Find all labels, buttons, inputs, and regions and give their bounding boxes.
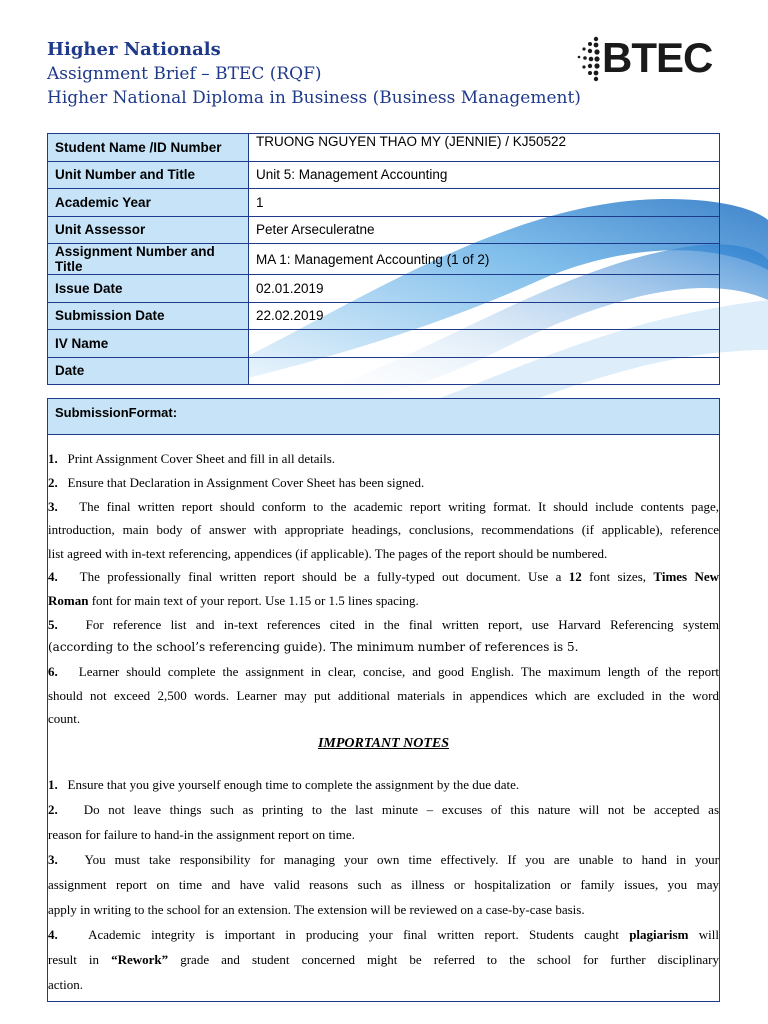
row-value: Peter Arseculeratne [249,216,720,244]
item-text: font for main text of your report. Use 1.15 or 1.5 lines spacing. [91,593,419,608]
submission-format-box [47,398,720,1002]
item-text: Learner should complete the assignment in clear, concise, and good English. The maximum length of the report [78,664,720,679]
important-notes-title: IMPORTANT NOTES [317,736,450,751]
btec-logo [576,36,726,84]
row-value: 22.02.2019 [249,302,720,330]
table-row [48,275,720,303]
item-text: Academic integrity is important in producing your final written report. Students caught [88,927,619,942]
item-text: The professionally final written report should be a fully-typed out document. Use a [79,569,562,584]
list-item [48,852,719,868]
btec-dots-icon [576,36,604,82]
item-text: Print Assignment Cover Sheet and fill in all details. [67,451,336,466]
item-number: 4. [48,927,58,942]
row-label: Assignment Number and Title [48,244,249,275]
list-item [48,802,719,818]
item-text: Ensure that Declaration in Assignment Cover Sheet has been signed. [67,475,425,490]
item-text: will [698,927,719,942]
table-row [48,357,720,385]
row-value [249,330,720,358]
row-label: Submission Date [48,302,249,330]
item-text-bold: Roman [48,593,89,608]
item-text: Do not leave things such as printing to the last minute – excuses of this nature will not be accepted as [83,802,719,817]
item-number: 4. [48,569,58,584]
row-label: Issue Date [48,275,249,303]
item-text: result in [48,952,100,967]
item-number: 2. [48,802,58,817]
list-item-continued [48,952,719,968]
item-number: 6. [48,664,58,679]
list-item [48,499,719,515]
row-label: IV Name [48,330,249,358]
list-item [48,664,719,680]
row-label: Academic Year [48,189,249,217]
btec-logo-text: BTEC [602,34,713,81]
item-text-bold: Times New [653,569,720,584]
table-row [48,244,720,275]
item-text: assignment report on time and have valid reasons such as illness or hospitalization or family issues, you may [48,877,719,892]
item-text-bold: 12 [568,569,582,584]
list-item [48,475,719,491]
item-text: introduction, main body of answer with appropriate headings, conclusions, recommendations (if applicable), reference [48,522,719,537]
table-row [48,216,720,244]
assignment-info-table [47,133,720,385]
table-row [48,302,720,330]
item-text: You must take responsibility for managing your own time effectively. If you are unable to hand in your [84,852,719,867]
header-subtitle: Assignment Brief – BTEC (RQF) [47,64,322,84]
table-row [48,330,720,358]
item-text: Ensure that you give yourself enough time to complete the assignment by the due date. [67,777,520,792]
item-number: 3. [48,499,58,514]
item-text: (according to the school’s referencing guide). The minimum number of references is 5. [48,640,579,654]
header-program: Higher National Diploma in Business (Business Management) [47,88,581,108]
item-number: 3. [48,852,58,867]
row-value: MA 1: Management Accounting (1 of 2) [249,244,720,275]
list-item [48,777,719,793]
document-header [47,38,581,110]
row-value [249,357,720,385]
item-number: 5. [48,617,58,632]
row-value: TRUONG NGUYEN THAO MY (JENNIE) / KJ50522 [249,134,720,162]
list-item [48,617,719,633]
row-value: 1 [249,189,720,217]
item-text: The final written report should conform to the academic report writing format. It should include contents page, [79,499,719,514]
list-item [48,927,719,943]
item-text: action. [48,977,84,992]
item-text: For reference list and in-text references cited in the final written report, use Harvard Referencing system [85,617,720,632]
row-value: Unit 5: Management Accounting [249,161,720,189]
item-number: 2. [48,475,58,490]
item-number: 1. [48,451,58,466]
list-item [48,569,719,585]
submission-heading: SubmissionFormat: [48,399,719,435]
item-text-bold: “Rework” [111,952,169,967]
row-label: Date [48,357,249,385]
header-title: Higher Nationals [47,39,221,60]
item-text: grade and student concerned might be referred to the school for further disciplinary [180,952,720,967]
item-text: count. [48,711,81,726]
list-item [48,451,719,467]
table-row [48,189,720,217]
row-value: 02.01.2019 [249,275,720,303]
row-label: Unit Assessor [48,216,249,244]
item-text: list agreed with in-text referencing, appendices (if applicable). The pages of the report should be numbered. [48,546,608,561]
table-row [48,134,720,162]
table-row [48,161,720,189]
item-text: should not exceed 2,500 words. Learner may put additional materials in appendices which are excluded in the word [48,688,719,703]
row-label: Student Name /ID Number [48,134,249,162]
list-item-continued [48,593,719,609]
item-number: 1. [48,777,58,792]
item-text: font sizes, [589,569,646,584]
row-label: Unit Number and Title [48,161,249,189]
item-text-bold: plagiarism [629,927,689,942]
item-text: apply in writing to the school for an extension. The extension will be reviewed on a case-by-case basis. [48,902,585,917]
item-text: reason for failure to hand-in the assignment report on time. [48,827,355,842]
